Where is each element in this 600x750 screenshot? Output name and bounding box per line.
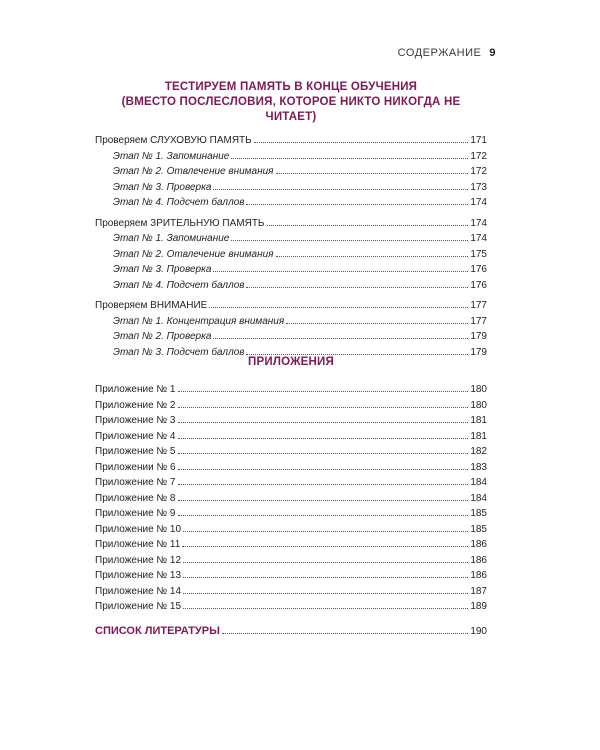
toc-entry-page: 171 [470, 135, 487, 146]
appendix-label: Приложение № 15 [95, 601, 182, 612]
appendices-section [95, 355, 487, 617]
toc-entry-page: 172 [470, 150, 487, 162]
toc-entry-label: Проверяем ВНИМАНИЕ [95, 300, 208, 311]
appendix-entry[interactable] [95, 539, 487, 555]
toc-subentry[interactable] [95, 249, 487, 265]
appendix-entry[interactable] [95, 462, 487, 478]
dot-leader [222, 633, 468, 634]
dot-leader [254, 142, 469, 143]
appendix-page: 187 [470, 585, 487, 597]
dot-leader [276, 173, 469, 174]
dot-leader [178, 453, 469, 454]
appendix-label: Приложение № 5 [95, 446, 176, 457]
toc-entry[interactable] [95, 300, 487, 316]
appendix-entry[interactable] [95, 493, 487, 509]
appendix-entry[interactable] [95, 524, 487, 540]
appendix-page: 185 [470, 508, 487, 519]
toc-entry[interactable] [95, 135, 487, 151]
appendix-label: Приложение № 4 [95, 430, 176, 442]
toc-entry-label: Этап № 1. Концентрация внимания [113, 315, 285, 327]
appendix-page: 181 [470, 415, 487, 426]
toc-entry-page: 179 [470, 331, 487, 342]
toc-group-attention [95, 300, 487, 362]
appendix-page: 180 [470, 399, 487, 411]
dot-leader [213, 338, 468, 339]
dot-leader [286, 323, 468, 324]
toc-group-visual [95, 218, 487, 296]
dot-leader [183, 531, 468, 532]
dot-leader [231, 158, 468, 159]
dot-leader [178, 469, 469, 470]
appendix-page: 183 [470, 461, 487, 473]
testing-title [95, 80, 487, 125]
appendix-page: 184 [470, 492, 487, 504]
appendix-entry[interactable] [95, 508, 487, 524]
dot-leader [178, 422, 469, 423]
toc-subentry[interactable] [95, 264, 487, 280]
toc-entry-label: Этап № 3. Проверка [113, 181, 212, 193]
toc-entry-label: Этап № 3. Подсчет баллов [113, 346, 245, 358]
dot-leader [213, 271, 468, 272]
page-number: 9 [489, 47, 496, 59]
toc-subentry[interactable] [95, 197, 487, 213]
dot-leader [182, 546, 468, 547]
appendix-label: Приложении № 6 [95, 461, 176, 473]
dot-leader [246, 287, 468, 288]
toc-entry-label: Этап № 1. Запоминание [113, 233, 230, 244]
appendix-label: Приложение № 13 [95, 570, 182, 581]
toc-subentry[interactable] [95, 151, 487, 167]
appendix-entry[interactable] [95, 477, 487, 493]
dot-leader [178, 500, 469, 501]
toc-subentry[interactable] [95, 182, 487, 198]
toc-entry-label: Этап № 2. Отвлечение внимания [113, 166, 274, 177]
appendix-list [95, 384, 487, 617]
toc-entry-page: 175 [470, 248, 487, 260]
appendix-page: 186 [470, 539, 487, 550]
toc-subentry[interactable] [95, 166, 487, 182]
toc-entry-label: Проверяем ЗРИТЕЛЬНУЮ ПАМЯТЬ [95, 217, 265, 229]
appendix-page: 186 [470, 570, 487, 581]
dot-leader [183, 562, 468, 563]
appendix-entry[interactable] [95, 431, 487, 447]
dot-leader [183, 608, 468, 609]
toc-entry-label: Этап № 4. Подсчет баллов [113, 279, 245, 291]
appendix-label: Приложение № 3 [95, 415, 176, 426]
toc-entry[interactable] [95, 218, 487, 234]
bibliography-page: 190 [470, 626, 487, 637]
appendix-entry[interactable] [95, 400, 487, 416]
appendix-page: 180 [470, 384, 487, 395]
appendix-page: 181 [470, 430, 487, 442]
toc-subentry[interactable] [95, 280, 487, 296]
bibliography-section [95, 625, 487, 641]
toc-entry-label: Этап № 1. Запоминание [113, 150, 230, 162]
appendix-entry[interactable] [95, 555, 487, 571]
dot-leader [178, 438, 469, 439]
toc-entry-page: 174 [470, 197, 487, 208]
toc-entry-label: Этап № 4. Подсчет баллов [113, 197, 245, 208]
running-head-section: СОДЕРЖАНИЕ [397, 47, 482, 59]
testing-title-line2: (ВМЕСТО ПОСЛЕСЛОВИЯ, КОТОРОЕ НИКТО НИКОГДА НЕ ЧИТАЕТ) [121, 96, 461, 123]
toc-entry-page: 172 [470, 166, 487, 177]
appendix-label: Приложение № 2 [95, 399, 176, 411]
appendix-page: 189 [470, 601, 487, 612]
toc-subentry[interactable] [95, 233, 487, 249]
dot-leader [178, 515, 469, 516]
dot-leader [183, 577, 468, 578]
dot-leader [276, 256, 469, 257]
appendix-label: Приложение № 12 [95, 554, 182, 566]
toc-entry-page: 176 [470, 264, 487, 275]
toc-entry-page: 176 [470, 279, 487, 291]
dot-leader [178, 407, 469, 408]
toc-entry-page: 173 [470, 181, 487, 193]
testing-title-line1: ТЕСТИРУЕМ ПАМЯТЬ В КОНЦЕ ОБУЧЕНИЯ [164, 81, 418, 93]
dot-leader [209, 307, 468, 308]
appendix-label: Приложение № 10 [95, 523, 182, 535]
appendix-entry[interactable] [95, 415, 487, 431]
toc-entry-bibliography[interactable] [95, 625, 487, 641]
toc-entry-label: Этап № 3. Проверка [113, 264, 212, 275]
running-head [398, 47, 496, 59]
toc-entry-page: 174 [470, 233, 487, 244]
appendices-title: ПРИЛОЖЕНИЯ [248, 356, 334, 368]
toc-subentry[interactable] [95, 316, 487, 332]
appendix-entry[interactable] [95, 446, 487, 462]
appendix-entry[interactable] [95, 601, 487, 617]
appendix-entry[interactable] [95, 586, 487, 602]
dot-leader [183, 593, 468, 594]
toc-entry-page: 174 [470, 217, 487, 229]
toc-entry-label: Этап № 2. Отвлечение внимания [113, 248, 274, 260]
appendix-entry[interactable] [95, 384, 487, 400]
toc-group-auditory [95, 135, 487, 213]
appendix-label: Приложение № 14 [95, 585, 182, 597]
dot-leader [178, 391, 469, 392]
dot-leader [231, 240, 468, 241]
testing-section [95, 80, 487, 367]
toc-subentry[interactable] [95, 331, 487, 347]
toc-entry-label: Этап № 2. Проверка [113, 331, 212, 342]
appendix-page: 186 [470, 554, 487, 566]
appendix-page: 185 [470, 523, 487, 535]
appendix-entry[interactable] [95, 570, 487, 586]
appendix-page: 184 [470, 477, 487, 488]
toc-entry-page: 177 [470, 315, 487, 327]
appendix-page: 182 [470, 446, 487, 457]
toc-entry-page: 177 [470, 300, 487, 311]
appendix-label: Приложение № 1 [95, 384, 176, 395]
dot-leader [178, 484, 469, 485]
toc-entry-page: 179 [470, 346, 487, 358]
appendix-label: Приложение № 7 [95, 477, 176, 488]
bibliography-label: СПИСОК ЛИТЕРАТУРЫ [95, 625, 220, 637]
appendix-label: Приложение № 8 [95, 492, 176, 504]
appendix-label: Приложение № 11 [95, 539, 181, 550]
toc-entry-label: Проверяем СЛУХОВУЮ ПАМЯТЬ [95, 135, 252, 146]
appendix-label: Приложение № 9 [95, 508, 176, 519]
dot-leader [246, 204, 468, 205]
dot-leader [213, 189, 468, 190]
dot-leader [267, 225, 469, 226]
